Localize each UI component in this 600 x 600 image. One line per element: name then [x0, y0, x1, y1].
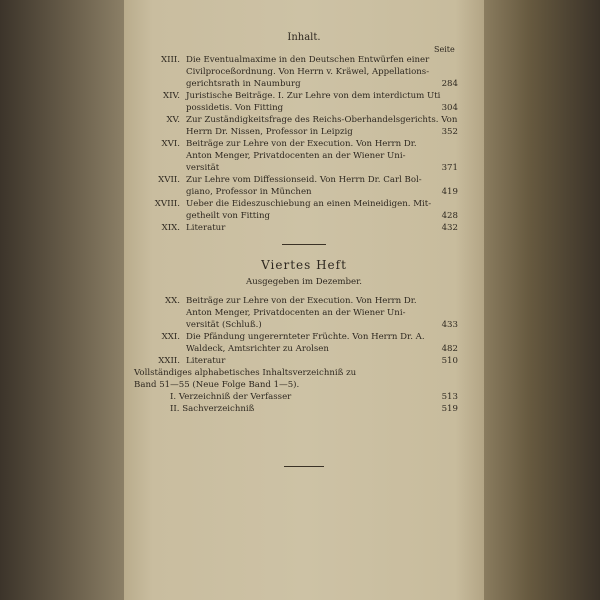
entry-page-number: 284: [441, 79, 458, 89]
index-item-authors: I. Verzeichniß der Verfasser: [170, 392, 292, 402]
scan-background-right: [484, 0, 600, 600]
seite-label: Seite: [434, 45, 455, 54]
entry-number: XXI.: [161, 332, 180, 342]
entry-page-number: 510: [441, 356, 458, 366]
entry-text-line: Literatur: [186, 223, 226, 233]
entry-text-line: Civilproceßordnung. Von Herrn v. Kräwel, Appellations-: [186, 67, 430, 77]
entry-number: XVII.: [158, 175, 180, 185]
index-item-subjects-page: 519: [441, 404, 458, 414]
heft4-title: Viertes Heft: [261, 258, 347, 272]
entry-number: XIV.: [163, 91, 180, 101]
entry-text-line: possidetis. Von Fitting: [186, 103, 284, 113]
entry-text-line: giano, Professor in München: [186, 187, 312, 197]
page-title: Inhalt.: [287, 32, 321, 43]
entry-number: XVIII.: [154, 199, 180, 209]
entry-text-line: Zur Zuständigkeitsfrage des Reichs-Oberhandelsgerichts. Von: [186, 115, 458, 125]
entry-number: XIX.: [161, 223, 180, 233]
entry-text-line: Beiträge zur Lehre von der Execution. Von Herrn Dr.: [186, 139, 417, 149]
entry-page-number: 304: [441, 103, 458, 113]
entry-text-line: Zur Lehre vom Diffessionseid. Von Herrn Dr. Carl Bol-: [186, 175, 422, 185]
entry-page-number: 352: [441, 127, 458, 137]
closing-rule: [284, 466, 324, 467]
heft4-subtitle: Ausgegeben im Dezember.: [245, 277, 363, 287]
entry-text-line: versität: [186, 163, 220, 173]
section-divider: [282, 244, 326, 245]
entry-text-line: Anton Menger, Privatdocenten an der Wiener Uni-: [186, 308, 406, 318]
book-page: [124, 0, 484, 600]
entry-number: XX.: [165, 296, 180, 306]
entry-text-line: getheilt von Fitting: [186, 211, 271, 221]
scan-background-left: [0, 0, 124, 600]
index-item-authors-page: 513: [441, 392, 458, 402]
entry-page-number: 428: [441, 211, 458, 221]
entry-text-line: Ueber die Eideszuschiebung an einen Meineidigen. Mit-: [186, 199, 432, 209]
entry-page-number: 432: [441, 223, 458, 233]
entry-text-line: Anton Menger, Privatdocenten an der Wiener Uni-: [186, 151, 406, 161]
entry-page-number: 433: [441, 320, 458, 330]
entry-text-line: gerichtsrath in Naumburg: [186, 79, 301, 89]
entry-number: XV.: [166, 115, 180, 125]
index-line: Band 51—55 (Neue Folge Band 1—5).: [134, 380, 300, 390]
entry-text-line: versität (Schluß.): [186, 320, 262, 330]
entry-text-line: Herrn Dr. Nissen, Professor in Leipzig: [186, 127, 353, 137]
entry-page-number: 482: [441, 344, 458, 354]
index-line: Vollständiges alphabetisches Inhaltsverzeichniß zu: [134, 368, 357, 378]
entry-text-line: Die Eventualmaxime in den Deutschen Entwürfen einer: [186, 55, 430, 65]
entry-page-number: 371: [441, 163, 458, 173]
index-item-subjects: II. Sachverzeichniß: [170, 404, 255, 414]
entry-page-number: 419: [441, 187, 458, 197]
entry-number: XVI.: [161, 139, 180, 149]
entry-text-line: Die Pfändung ungerernteter Früchte. Von Herrn Dr. A.: [186, 332, 425, 342]
entry-text-line: Juristische Beiträge. I. Zur Lehre von dem interdictum Uti: [186, 91, 441, 101]
entry-number: XXII.: [158, 356, 180, 366]
entry-text-line: Waldeck, Amtsrichter zu Arolsen: [186, 344, 329, 354]
entry-number: XIII.: [160, 55, 180, 65]
entry-text-line: Beiträge zur Lehre von der Execution. Von Herrn Dr.: [186, 296, 417, 306]
entry-text-line: Literatur: [186, 356, 226, 366]
